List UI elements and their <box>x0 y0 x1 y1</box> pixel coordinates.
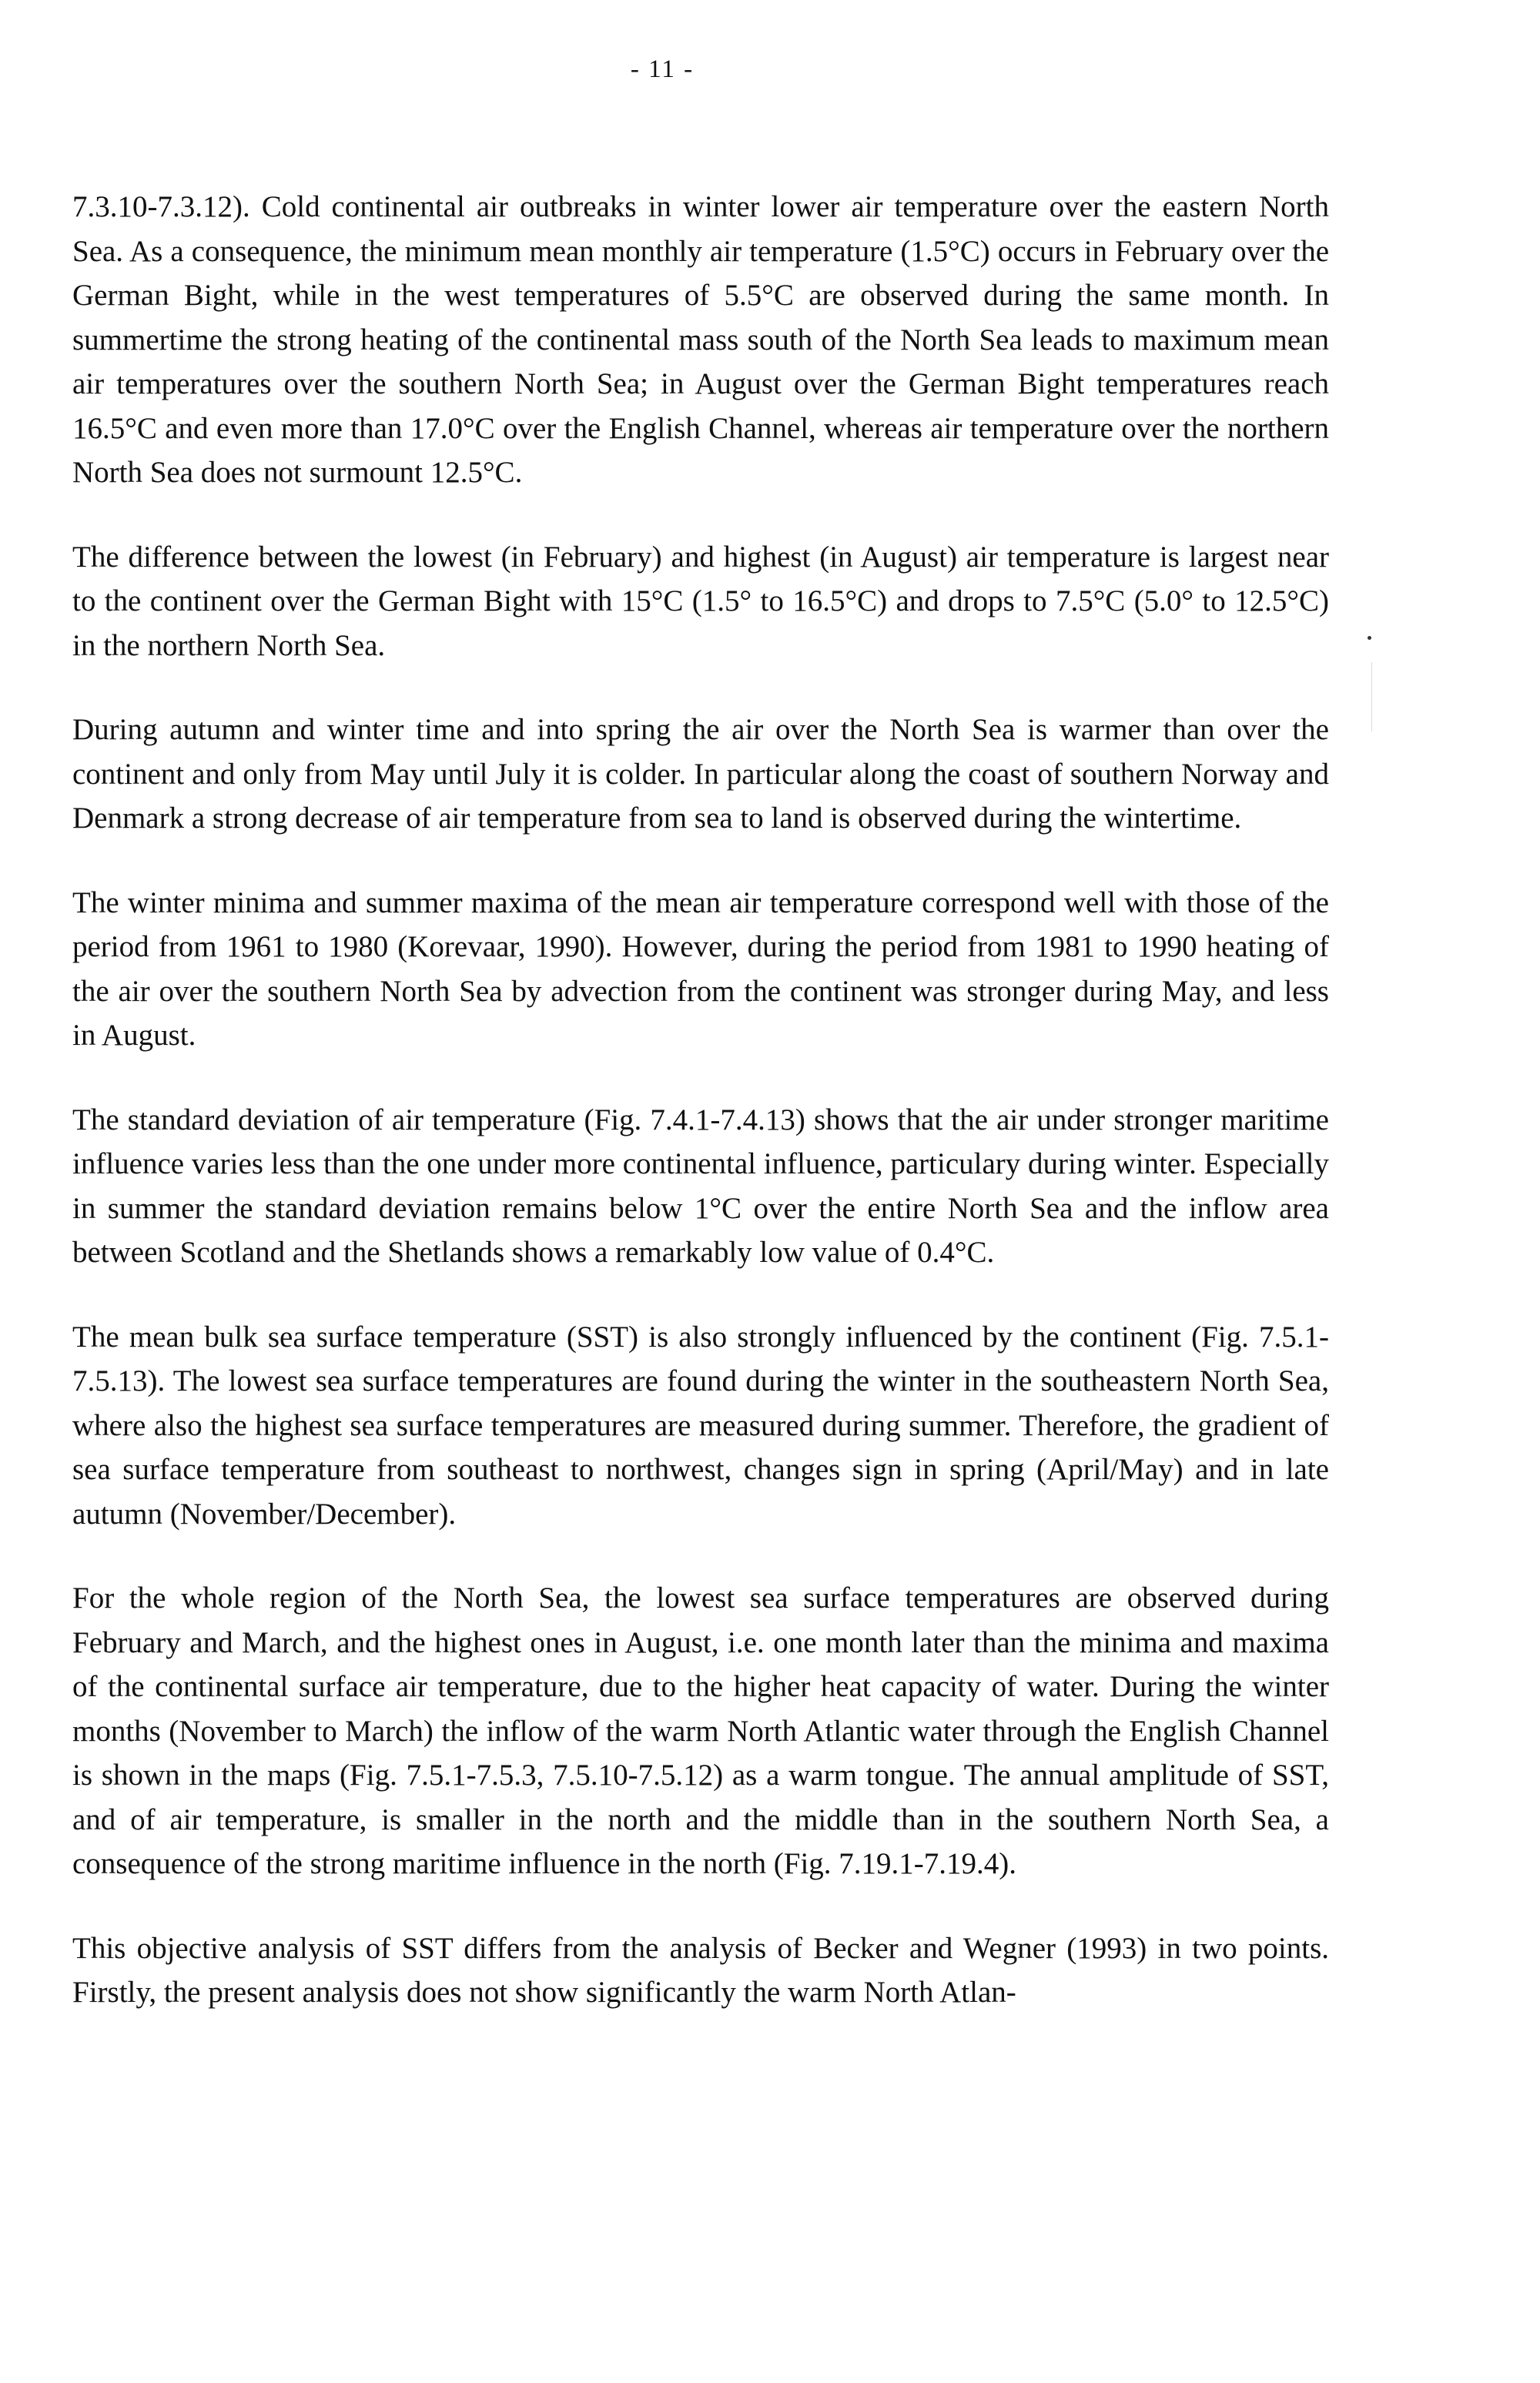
paragraph-7: For the whole region of the North Sea, the lowest sea surface temperatures are observed during February and March, and the highest ones in August, i.e. one month later than the minima and maxima of the continental surface air temperature, due to the higher heat capacity of water. During the winter months (November to March) the inflow of the warm North Atlantic water through the English Channel is shown in the maps (Fig. 7.5.1-7.5.3, 7.5.10-7.5.12) as a warm tongue. The annual amplitude of SST, and of air temperature, is smaller in the north and the middle than in the southern North Sea, a consequence of the strong maritime influence in the north (Fig. 7.19.1-7.19.4). <box>72 1581 1329 1880</box>
paragraph-6: The mean bulk sea surface temperature (SST) is also strongly influenced by the continent (Fig. 7.5.1-7.5.13). The lowest sea surface temperatures are found during the winter in the southeastern North Sea, where also the highest sea surface temperatures are measured during summer. Therefore, the gradient of sea surface temperature from southeast to northwest, changes sign in spring (April/May) and in late autumn (November/December). <box>72 1320 1329 1531</box>
paragraph-2: The difference between the lowest (in February) and highest (in August) air temperature is largest near to the continent over the German Bight with 15°C (1.5° to 16.5°C) and drops to 7.5°C (5.0° to 12.5°C) in the northern North Sea. <box>72 540 1329 662</box>
paragraph-4: The winter minima and summer maxima of the mean air temperature correspond well with those of the period from 1961 to 1980 (Korevaar, 1990). However, during the period from 1981 to 1990 heating of the air over the southern North Sea by advection from the continent was stronger during May, and less in August. <box>72 885 1329 1052</box>
page-number: - 11 - <box>630 55 695 83</box>
paragraph-5: The standard deviation of air temperature (Fig. 7.4.1-7.4.13) shows that the air under stronger maritime influence varies less than the one under more continental influence, particulary during winter. Especially in summer the standard deviation remains below 1°C over the entire North Sea and the inflow area between Scotland and the Shetlands shows a remarkably low value of 0.4°C. <box>72 1103 1330 1269</box>
document-body <box>72 185 1329 2015</box>
paragraph-8: This objective analysis of SST differs from the analysis of Becker and Wegner (1993) in two points. Firstly, the present analysis does not show significantly the warm North Atlan- <box>72 1931 1329 2009</box>
paragraph-3: During autumn and winter time and into spring the air over the North Sea is warmer than over the continent and only from May until July it is colder. In particular along the coast of southern Norway and Denmark a strong decrease of air temperature from sea to land is observed during the wintertime. <box>72 713 1329 835</box>
paragraph-1: 7.3.10-7.3.12). Cold continental air outbreaks in winter lower air temperature over the eastern North Sea. As a consequence, the minimum mean monthly air temperature (1.5°C) occurs in February over the German Bight, while in the west temperatures of 5.5°C are observed during the same month. In summertime the strong heating of the continental mass south of the North Sea leads to maximum mean air temperatures over the southern North Sea; in August over the German Bight temperatures reach 16.5°C and even more than 17.0°C over the English Channel, whereas air temperature over the northern North Sea does not surmount 12.5°C. <box>72 190 1329 489</box>
scan-margin-line <box>1371 662 1372 731</box>
scan-speck <box>1368 636 1371 640</box>
